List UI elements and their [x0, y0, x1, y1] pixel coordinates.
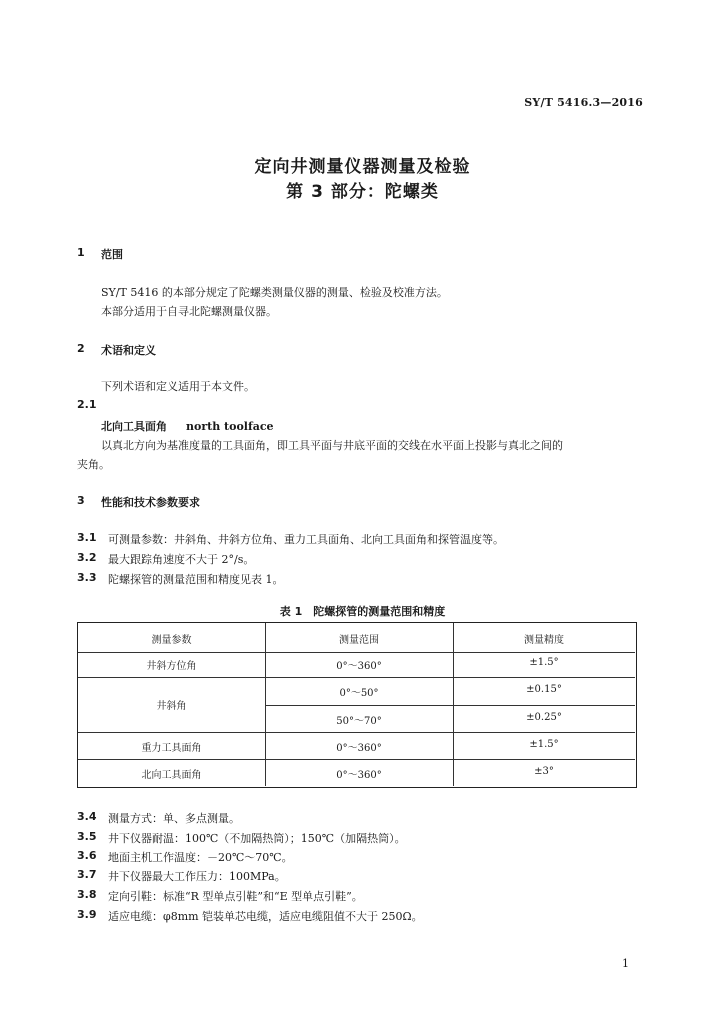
table-rule [78, 652, 635, 653]
measurement-table [77, 622, 637, 788]
clause-number: 3.4 [77, 810, 97, 823]
table-caption: 表 1 陀螺探管的测量范围和精度 [279, 605, 446, 618]
section-heading-terms [77, 342, 277, 356]
clause-number-2-1: 2.1 [77, 398, 97, 411]
document-title: 定向井测量仪器测量及检验 [254, 157, 471, 177]
table-cell-param: 井斜角 [156, 701, 187, 712]
table-rule [265, 705, 635, 706]
clause-text: 陀螺探管的测量范围和精度见表 1。 [108, 573, 284, 586]
table-cell-accuracy: ±1.5° [529, 739, 559, 750]
table-cell-accuracy: ±0.15° [526, 684, 562, 695]
section-number: 2 [77, 342, 85, 355]
clause-number: 3.8 [77, 888, 97, 901]
term-english: north toolface [186, 420, 274, 433]
clause-text: 井下仪器耐温：100℃（不加隔热筒）；150℃（加隔热筒）。 [108, 832, 406, 845]
clause-number: 3.6 [77, 849, 97, 862]
scope-paragraph-1: SY/T 5416 的本部分规定了陀螺类测量仪器的测量、检验及校准方法。 [101, 286, 448, 299]
table-cell-range: 0°～50° [339, 688, 379, 699]
document-subtitle: 第 3 部分：陀螺类 [286, 182, 439, 202]
table-header: 测量精度 [524, 635, 564, 646]
table-cell-param: 重力工具面角 [141, 743, 202, 754]
clause-text: 适应电缆：φ8mm 铠装单芯电缆，适应电缆阻值不大于 250Ω。 [108, 910, 423, 923]
table-cell-range: 0°～360° [336, 743, 382, 754]
table-rule [265, 623, 266, 786]
table-cell-param: 井斜方位角 [146, 661, 197, 672]
section-number: 3 [77, 494, 85, 507]
clause-number: 3.1 [77, 531, 97, 544]
table-cell-range: 0°～360° [336, 661, 382, 672]
section-number: 1 [77, 246, 85, 259]
clause-number: 3.9 [77, 908, 97, 921]
clause-text: 测量方式：单、多点测量。 [108, 812, 240, 825]
section-title: 性能和技术参数要求 [101, 496, 200, 509]
table-cell-accuracy: ±1.5° [529, 657, 559, 668]
standard-code: SY/T 5416.3—2016 [524, 96, 643, 109]
clause-text: 定向引鞋：标准“R 型单点引鞋”和“E 型单点引鞋”。 [108, 890, 363, 903]
terms-intro: 下列术语和定义适用于本文件。 [101, 380, 255, 393]
scope-paragraph-2: 本部分适用于自寻北陀螺测量仪器。 [101, 305, 277, 318]
page-number: 1 [622, 957, 629, 970]
table-rule [78, 732, 635, 733]
section-title: 术语和定义 [101, 344, 156, 357]
section-heading-scope [77, 246, 277, 260]
section-title: 范围 [101, 248, 123, 261]
clause-number: 3.3 [77, 571, 97, 584]
clause-text: 最大跟踪角速度不大于 2°/s。 [108, 553, 255, 566]
term-entry [101, 418, 274, 434]
clause-number: 3.5 [77, 830, 97, 843]
clause-text: 地面主机工作温度：－20℃～70℃。 [108, 851, 293, 864]
table-rule [453, 623, 454, 786]
term-definition-line-2: 夹角。 [77, 458, 110, 471]
section-heading-performance [77, 494, 377, 508]
table-rule [78, 677, 635, 678]
clause-text: 井下仪器最大工作压力：100MPa。 [108, 870, 286, 883]
term-chinese: 北向工具面角 [101, 420, 167, 433]
table-cell-param: 北向工具面角 [141, 770, 202, 781]
table-cell-accuracy: ±0.25° [526, 712, 562, 723]
table-header: 测量范围 [339, 635, 379, 646]
clause-number: 3.2 [77, 551, 97, 564]
table-rule [78, 759, 635, 760]
table-header: 测量参数 [151, 635, 192, 646]
term-definition-line-1: 以真北方向为基准度量的工具面角，即工具平面与井底平面的交线在水平面上投影与真北之间的 [101, 439, 563, 452]
table-cell-range: 50°～70° [336, 716, 382, 727]
table-cell-accuracy: ±3° [534, 766, 554, 777]
clause-text: 可测量参数：井斜角、井斜方位角、重力工具面角、北向工具面角和探管温度等。 [108, 533, 504, 546]
table-cell-range: 0°～360° [336, 770, 382, 781]
clause-number: 3.7 [77, 868, 97, 881]
